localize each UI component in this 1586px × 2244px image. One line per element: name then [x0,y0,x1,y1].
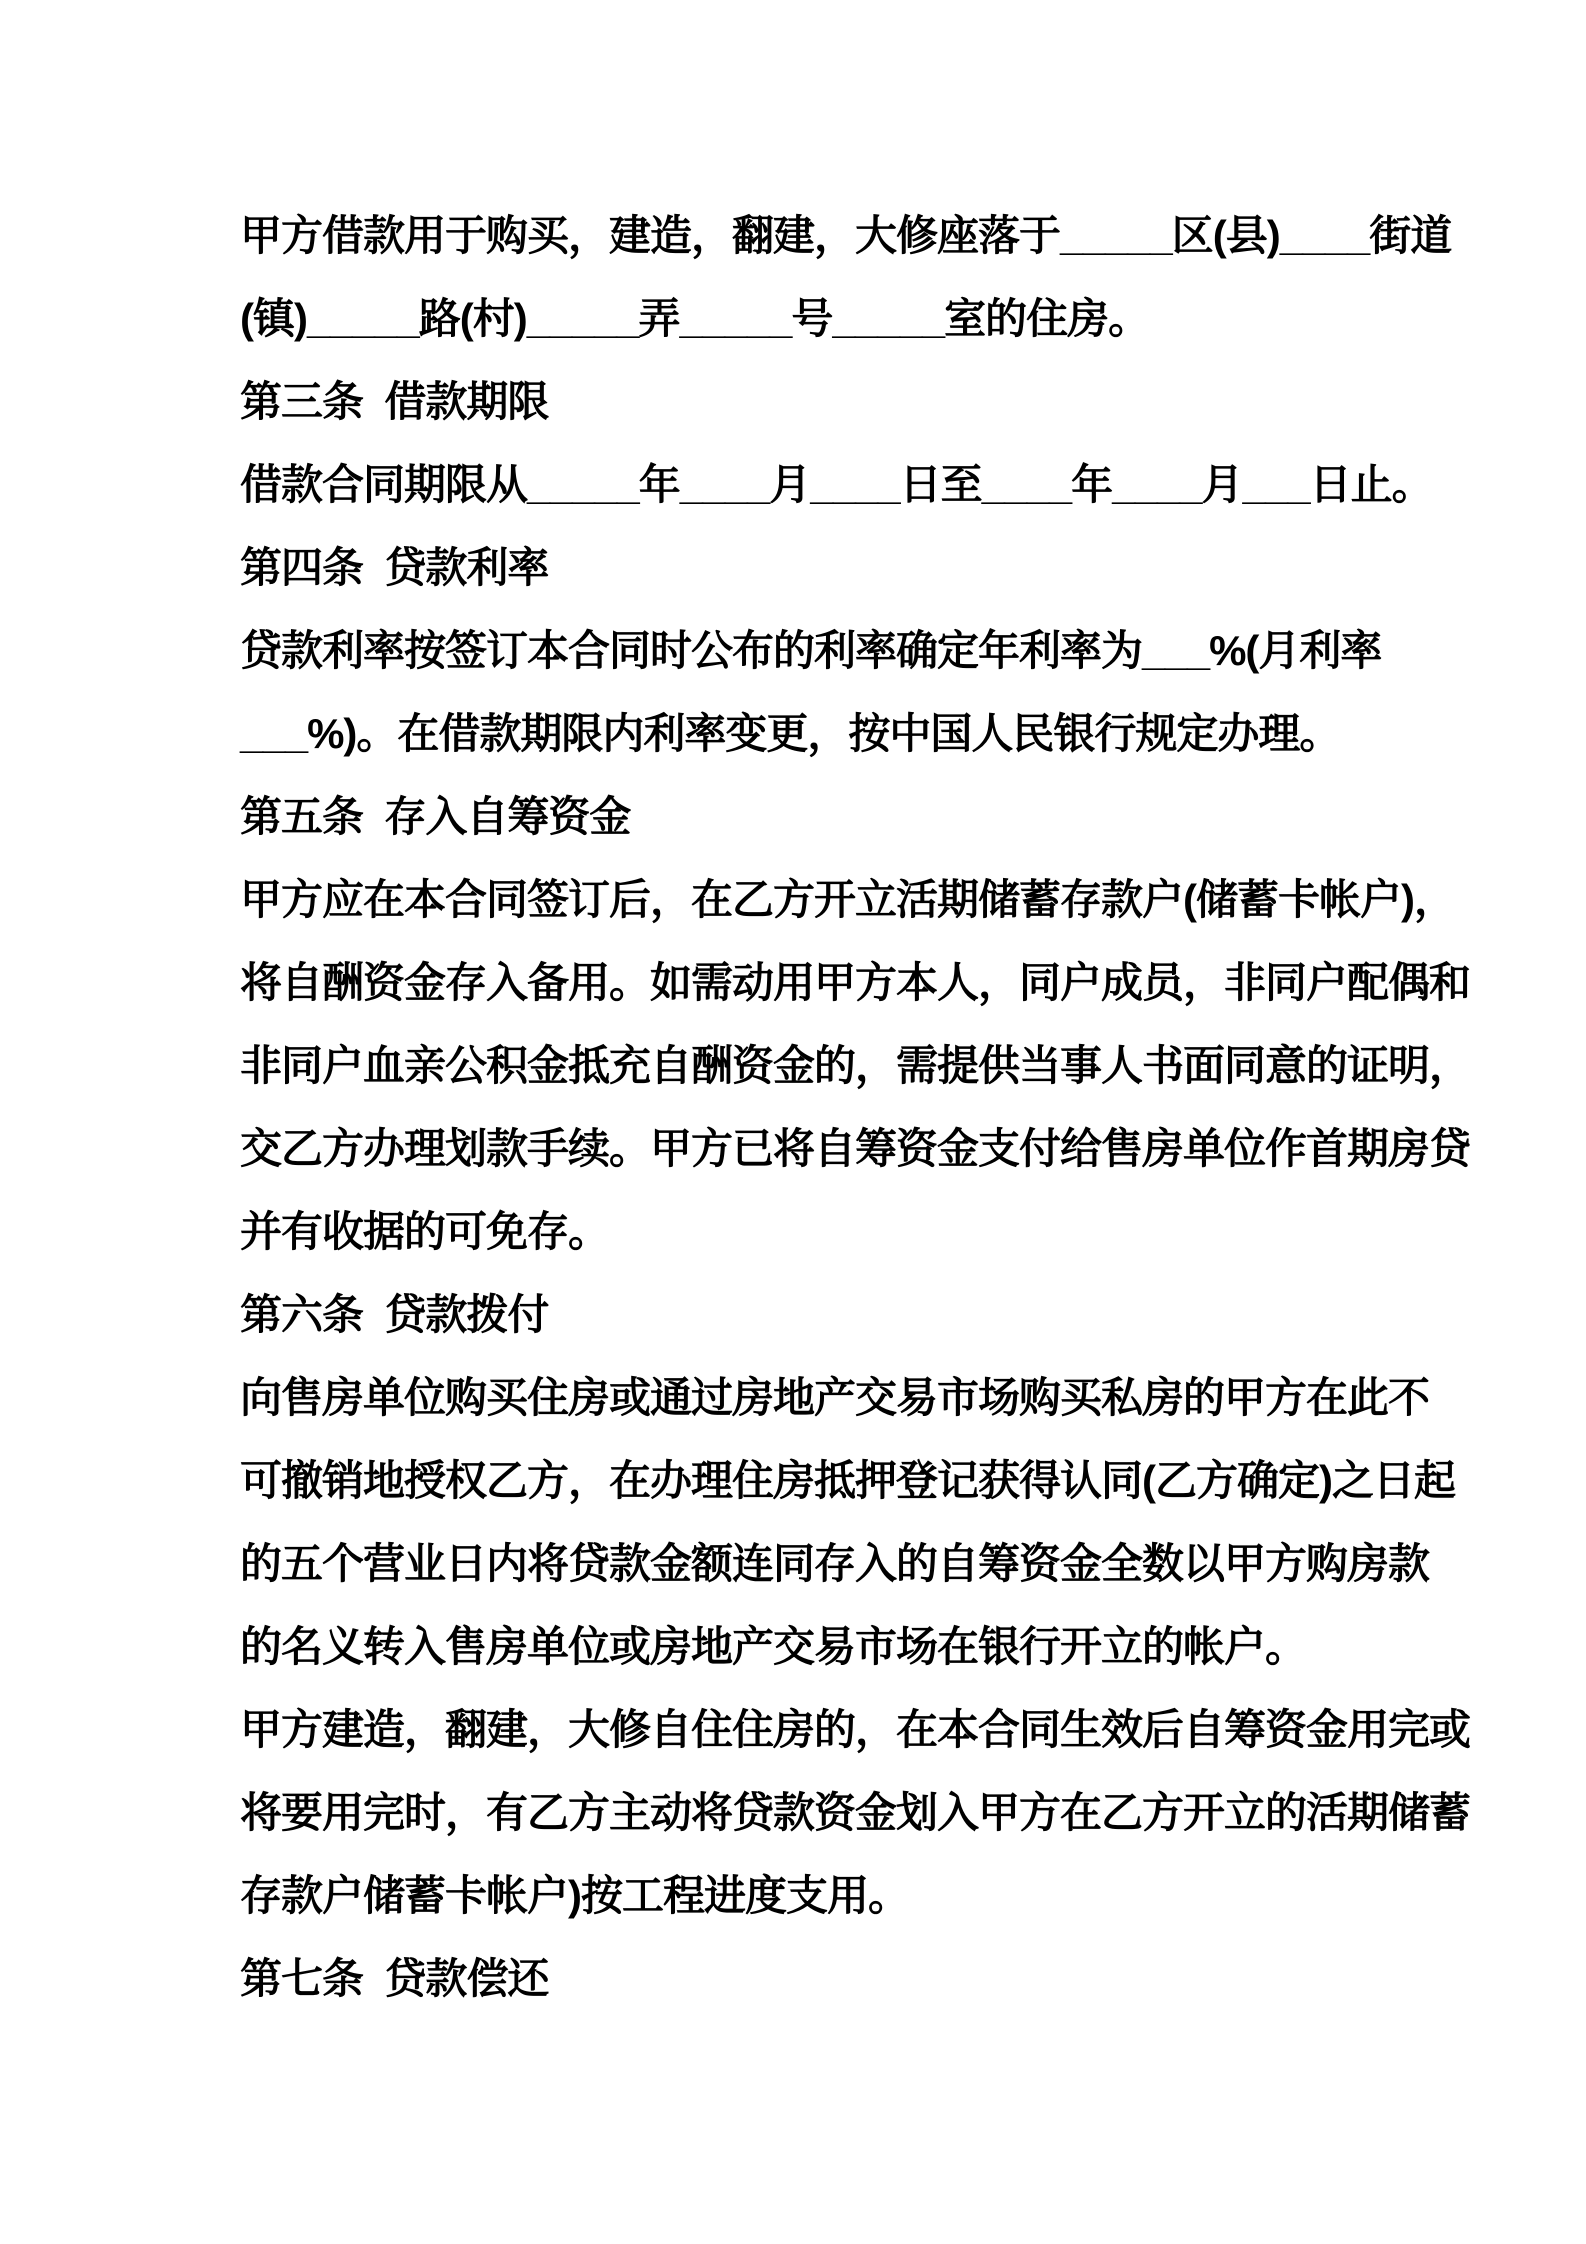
contract-line: 的五个营业日内将贷款金额连同存入的自筹资金全数以甲方购房款 [240,1540,1430,1587]
section-heading: 第六条 贷款拨付 [240,1291,549,1338]
section-heading: 第七条 贷款偿还 [240,1955,549,2002]
contract-line: 贷款利率按签订本合同时公布的利率确定年利率为___%(月利率 [240,627,1382,674]
section-heading: 第三条 借款期限 [240,378,549,425]
contract-line: 甲方借款用于购买，建造，翻建，大修座落于_____区(县)____街道 [240,212,1452,259]
section-heading: 第四条 贷款利率 [240,544,549,591]
contract-line: 可撤销地授权乙方，在办理住房抵押登记获得认同(乙方确定)之日起 [240,1457,1455,1504]
contract-line: 将要用完时，有乙方主动将贷款资金划入甲方在乙方开立的活期储蓄 [240,1789,1471,1836]
contract-line: 借款合同期限从_____年____月____日至____年____月___日止。 [240,461,1433,508]
contract-line: 甲方建造，翻建，大修自住住房的，在本合同生效后自筹资金用完或 [240,1706,1471,1753]
contract-line: 并有收据的可免存。 [240,1208,610,1255]
section-heading: 第五条 存入自筹资金 [240,793,631,840]
contract-line: 交乙方办理划款手续。甲方已将自筹资金支付给售房单位作首期房贷 [240,1125,1471,1172]
contract-line: 存款户储蓄卡帐户)按工程进度支用。 [240,1872,909,1919]
contract-line: ___%)。在借款期限内利率变更，按中国人民银行规定办理。 [240,710,1341,757]
contract-line: 向售房单位购买住房或通过房地产交易市场购买私房的甲方在此不 [240,1374,1430,1421]
contract-line: (镇)_____路(村)_____弄_____号_____室的住房。 [240,295,1150,342]
contract-text-block [240,194,1526,2020]
contract-line: 将自酬资金存入备用。如需动用甲方本人，同户成员，非同户配偶和 [240,959,1471,1006]
contract-line: 的名义转入售房单位或房地产交易市场在银行开立的帐户。 [240,1623,1307,1670]
contract-line: 非同户血亲公积金抵充自酬资金的，需提供当事人书面同意的证明， [240,1042,1471,1089]
contract-line: 甲方应在本合同签订后，在乙方开立活期储蓄存款户(储蓄卡帐户)， [240,876,1455,923]
